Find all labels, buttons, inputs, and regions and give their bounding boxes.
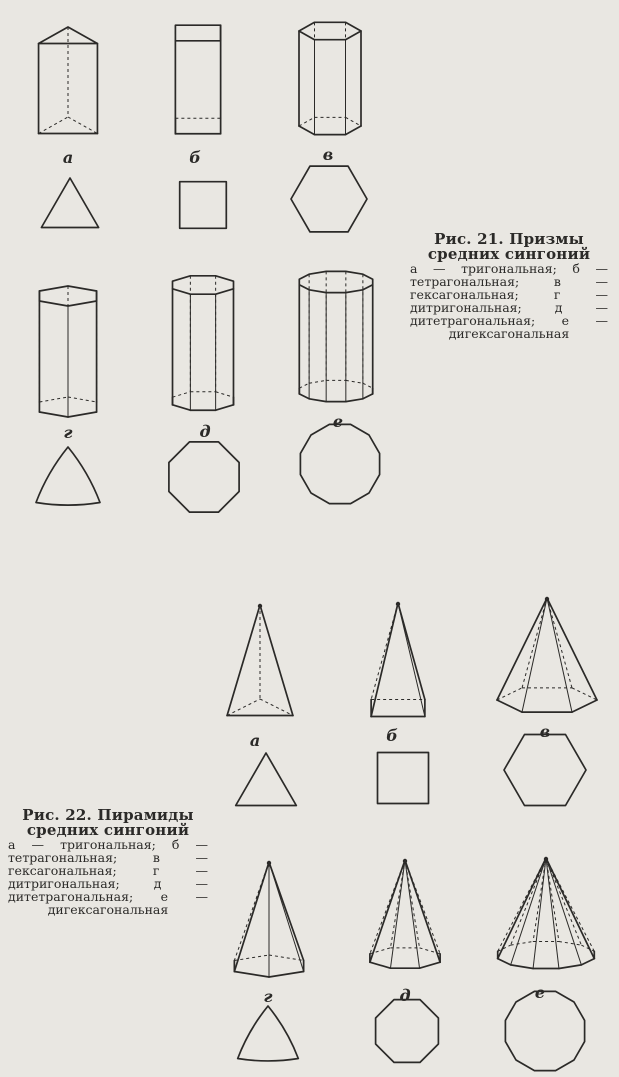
- figure-21-legend: а — тригональная; б — тетрагональная; в — гексагональная; г — дитригональная; д — дитетрагональная; е — дигексагональная: [410, 261, 608, 341]
- ditetragonal-pyramid-label: д: [399, 986, 411, 1005]
- ditrigonal-pyramid-drawing: [234, 861, 303, 977]
- ditetragonal-prism-drawing: [173, 276, 234, 410]
- ditrigonal-prism-label: г: [63, 423, 73, 442]
- hexagonal-prism-section: [291, 166, 367, 232]
- dihexagonal-prism-drawing: [299, 271, 372, 401]
- trigonal-pyramid-label: а: [249, 731, 261, 750]
- tetragonal-pyramid-label: б: [386, 726, 398, 745]
- trigonal-prism-label: а: [62, 148, 74, 167]
- trigonal-pyramid-drawing: [227, 604, 293, 716]
- ditrigonal-prism-section: [36, 447, 100, 505]
- dihexagonal-prism-label: е: [332, 412, 344, 431]
- figure-22-caption: [8, 808, 208, 916]
- figure-21-caption: [410, 232, 608, 340]
- ditetragonal-prism-label: д: [199, 422, 211, 441]
- dihexagonal-prism-section: [300, 424, 379, 503]
- dihexagonal-pyramid-label: е: [534, 983, 546, 1002]
- dihexagonal-pyramid-drawing: [498, 857, 595, 969]
- hexagonal-prism-label: в: [322, 145, 334, 164]
- ditrigonal-prism-drawing: [39, 286, 96, 417]
- ditrigonal-pyramid-label: г: [263, 987, 273, 1006]
- tetragonal-prism-drawing: [175, 25, 220, 134]
- hexagonal-pyramid-drawing: [497, 597, 597, 712]
- tetragonal-pyramid-drawing: [371, 602, 425, 717]
- dihexagonal-pyramid-section: [505, 991, 584, 1070]
- hexagonal-prism-drawing: [299, 22, 361, 134]
- hexagonal-pyramid-label: в: [539, 722, 551, 741]
- trigonal-pyramid-section: [236, 753, 297, 806]
- tetragonal-prism-section: [180, 182, 227, 229]
- trigonal-prism-section: [41, 178, 98, 228]
- tetragonal-prism-label: б: [189, 148, 201, 167]
- figure-21-title: Рис. 21. Призмы средних сингоний: [427, 230, 591, 263]
- tetragonal-pyramid-section: [378, 753, 429, 804]
- ditetragonal-pyramid-section: [376, 1000, 439, 1063]
- ditetragonal-pyramid-drawing: [370, 859, 440, 968]
- trigonal-prism-drawing: [39, 27, 98, 134]
- hexagonal-pyramid-section: [504, 735, 586, 806]
- ditetragonal-prism-section: [169, 442, 239, 512]
- figure-22-legend: а — тригональная; б — тетрагональная; в — гексагональная; г — дитригональная; д — дитетрагональная; е — дигексагональная: [8, 837, 208, 917]
- figure-22-title: Рис. 22. Пирамиды средних сингоний: [22, 806, 194, 839]
- ditrigonal-pyramid-section: [238, 1006, 299, 1061]
